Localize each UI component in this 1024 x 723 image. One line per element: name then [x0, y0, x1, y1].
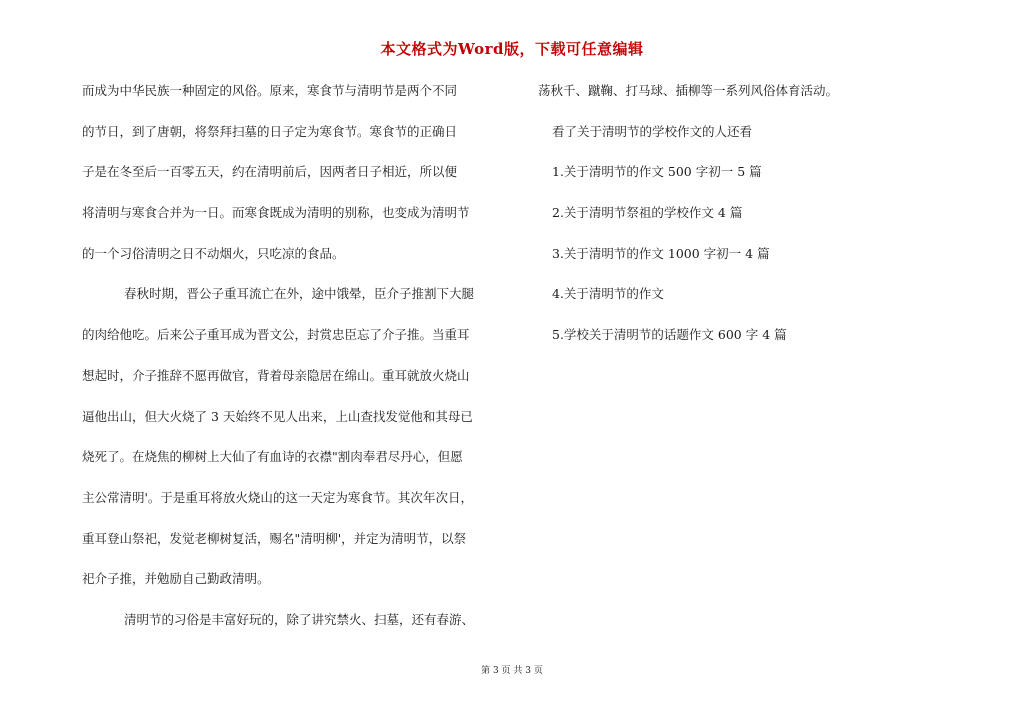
related-heading: 看了关于清明节的学校作文的人还看: [552, 123, 753, 139]
left-text-column: [82, 80, 522, 650]
body-text-line: 而成为中华民族一种固定的风俗。原来，寒食节与清明节是两个不同: [82, 83, 458, 98]
right-text-column: [538, 80, 938, 365]
body-text-line: 荡秋千、蹴鞠、打马球、插柳等一系列风俗体育活动。: [538, 83, 839, 98]
related-article-link[interactable]: 3.关于清明节的作文 1000 字初一 4 篇: [552, 245, 770, 261]
related-article-link[interactable]: 2.关于清明节祭祖的学校作文 4 篇: [552, 205, 743, 221]
paragraph-start-line: 清明节的习俗是丰富好玩的，除了讲究禁火、扫墓，还有春游、: [124, 611, 475, 627]
body-text-line: 重耳登山祭祀，发觉老柳树复活，赐名"清明柳'，并定为清明节，以祭: [82, 530, 467, 546]
body-text-line: 烧死了。在烧焦的柳树上大仙了有血诗的衣襟"割肉奉君尽丹心，但愿: [82, 449, 463, 465]
body-text-line: 的肉给他吃。后来公子重耳成为晋文公，封赏忠臣忘了介子推。当重耳: [82, 327, 470, 343]
body-text-line: 将清明与寒食合并为一日。而寒食既成为清明的别称，也变成为清明节: [82, 205, 470, 221]
body-text-line: 逼他出山，但大火烧了 3 天始终不见人出来，上山查找发觉他和其母已: [82, 408, 473, 424]
related-article-link[interactable]: 5.学校关于清明节的话题作文 600 字 4 篇: [552, 327, 787, 343]
paragraph-start-line: 春秋时期，晋公子重耳流亡在外，途中饿晕，臣介子推割下大腿: [124, 286, 475, 302]
body-text-line: 子是在冬至后一百零五天，约在清明前后，因两者日子相近，所以便: [82, 164, 458, 180]
body-text-line: 主公常清明'。于是重耳将放火烧山的这一天定为寒食节。其次年次日，: [82, 489, 473, 505]
document-header-title: 本文格式为Word版，下载可任意编辑: [380, 40, 644, 58]
related-article-link[interactable]: 4.关于清明节的作文: [552, 286, 664, 302]
body-text-line: 的节日，到了唐朝，将祭拜扫墓的日子定为寒食节。寒食节的正确日: [82, 123, 458, 139]
body-text-line: 的一个习俗清明之日不动烟火，只吃凉的食品。: [82, 245, 345, 261]
related-article-link[interactable]: 1.关于清明节的作文 500 字初一 5 篇: [552, 164, 762, 180]
body-text-line: 祀介子推，并勉励自己勤政清明。: [82, 571, 270, 587]
page-number-footer: 第 3 页 共 3 页: [481, 666, 543, 676]
body-text-line: 想起时，介子推辞不愿再做官，背着母亲隐居在绵山。重耳就放火烧山: [82, 367, 470, 383]
